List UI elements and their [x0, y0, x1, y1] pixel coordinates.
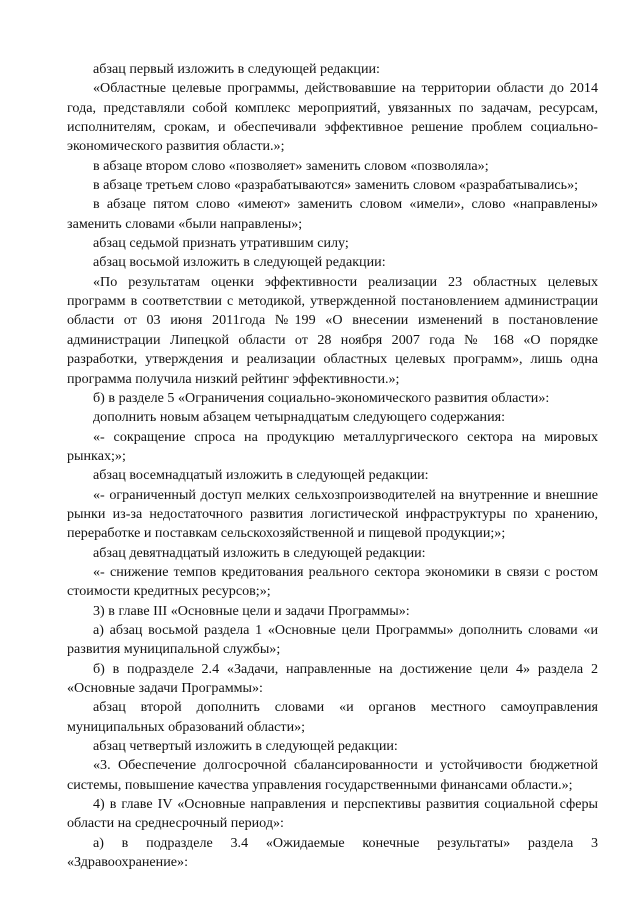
paragraph: «Областные целевые программы, действовавшие на территории области до 2014 года, представляли собой комплекс мероприятий, увязанных по задачам, ресурсам, исполнителям, срокам, и обеспечивали эффективное решение проблем социально-экономического развития области.»;	[67, 80, 598, 155]
paragraph: 3) в главе III «Основные цели и задачи Программы»:	[93, 602, 410, 619]
paragraph: «- сокращение спроса на продукцию металлургического сектора на мировых рынках;»;	[67, 428, 598, 464]
paragraph: в абзаце втором слово «позволяет» заменить словом «позволяла»;	[93, 157, 489, 174]
paragraph: «- снижение темпов кредитования реального сектора экономики в связи с ростом стоимости кредитных ресурсов;»;	[67, 563, 598, 600]
paragraph: а) в подразделе 3.4 «Ожидаемые конечные результаты» раздела 3 «Здравоохранение»:	[67, 834, 598, 871]
paragraph: дополнить новым абзацем четырнадцатым следующего содержания:	[93, 409, 506, 426]
paragraph: «По результатам оценки эффективности реализации 23 областных целевых программ в соответствии с методикой, утвержденной постановлением администрации области от 03 июня 2011года №199 «О внесении изменений в постановление администрации Липецкой области от 28 ноября 2007 года № 168 «О порядке разработки, утверждения и реализации областных целевых программ», лишь одна программа получила низкий рейтинг эффективности.»;	[67, 273, 598, 387]
paragraph: абзац второй дополнить словами «и органов местного самоуправления муниципальных образований области»;	[67, 699, 598, 735]
paragraph: абзац седьмой признать утратившим силу;	[93, 235, 349, 252]
paragraph: абзац восемнадцатый изложить в следующей редакции:	[93, 467, 429, 484]
paragraph: в абзаце третьем слово «разрабатываются» заменить словом «разрабатывались»;	[93, 177, 579, 194]
paragraph: абзац девятнадцатый изложить в следующей редакции:	[93, 544, 426, 561]
document-body	[67, 60, 598, 872]
paragraph: б) в разделе 5 «Ограничения социально-экономического развития области»:	[93, 389, 550, 406]
paragraph: 4) в главе IV «Основные направления и перспективы развития социальной сферы области на среднесрочный период»:	[67, 796, 598, 832]
paragraph: б) в подразделе 2.4 «Задачи, направленные на достижение цели 4» раздела 2 «Основные задачи Программы»:	[67, 660, 598, 696]
paragraph: абзац четвертый изложить в следующей редакции:	[93, 738, 398, 755]
paragraph: а) абзац восьмой раздела 1 «Основные цели Программы» дополнить словами «и развития муниципальной службы»;	[67, 621, 598, 658]
paragraph: «- ограниченный доступ мелких сельхозпроизводителей на внутренние и внешние рынки из-за недостаточного развития логистической инфраструктуры по хранению, переработке и поставкам сельскохозяйственной и пищевой продукции;»;	[67, 486, 598, 542]
paragraph: абзац восьмой изложить в следующей редакции:	[93, 254, 386, 271]
paragraph: абзац первый изложить в следующей редакции:	[93, 61, 380, 77]
paragraph: «3. Обеспечение долгосрочной сбалансированности и устойчивости бюджетной системы, повышение качества управления государственными финансами области.»;	[67, 757, 598, 793]
paragraph: в абзаце пятом слово «имеют» заменить словом «имели», слово «направлены» заменить словами «были направлены»;	[67, 196, 598, 232]
